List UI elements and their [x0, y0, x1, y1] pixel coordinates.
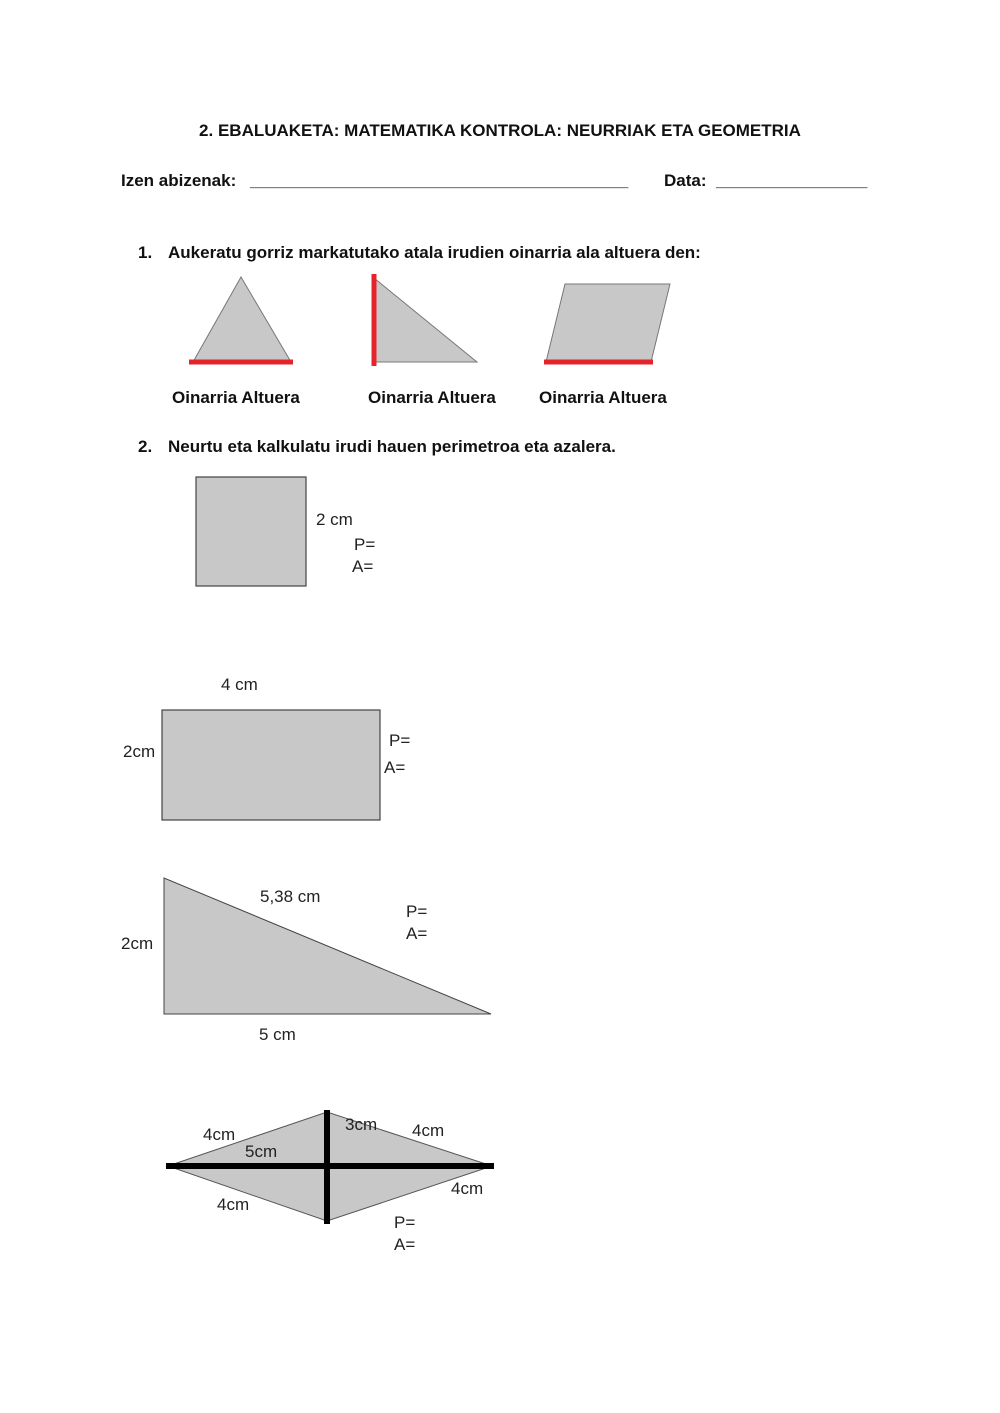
square-area-label: A= [352, 557, 374, 576]
triangle-bottom-label: 5 cm [259, 1025, 296, 1044]
rectangle-top-label: 4 cm [221, 675, 258, 694]
q1-option-3[interactable]: Oinarria Altuera [539, 388, 667, 407]
question-2-text: Neurtu eta kalkulatu irudi hauen perimetroa eta azalera. [168, 437, 616, 456]
rhombus-side-bottom-right-label: 4cm [451, 1179, 484, 1198]
rhombus-side-top-left-label: 4cm [203, 1125, 236, 1144]
rhombus-side-top-right-label: 4cm [412, 1121, 445, 1140]
q1-triangle-shape [193, 277, 291, 362]
question-1-text: Aukeratu gorriz markatutako atala irudien oinarria ala altuera den: [168, 243, 701, 262]
q1-right-triangle-shape [374, 278, 477, 362]
q2-triangle-shape [164, 878, 491, 1014]
rhombus-perimeter-label: P= [394, 1213, 416, 1232]
name-field[interactable]: ________________________________________ [250, 171, 629, 190]
rectangle-area-label: A= [384, 758, 406, 777]
rhombus-area-label: A= [394, 1235, 416, 1254]
triangle-perimeter-label: P= [406, 902, 428, 921]
square-side-label: 2 cm [316, 510, 353, 529]
name-label: Izen abizenak: [121, 171, 237, 190]
date-field[interactable]: ________________ [716, 171, 868, 190]
question-2-number: 2. [138, 437, 153, 456]
triangle-hypotenuse-label: 5,38 cm [260, 887, 321, 906]
q2-square-shape [196, 477, 306, 586]
square-perimeter-label: P= [354, 535, 376, 554]
question-1-number: 1. [138, 243, 153, 262]
q1-option-1[interactable]: Oinarria Altuera [172, 388, 300, 407]
q1-parallelogram-shape [546, 284, 670, 362]
triangle-left-label: 2cm [121, 934, 154, 953]
q1-option-2[interactable]: Oinarria Altuera [368, 388, 496, 407]
page-title: 2. EBALUAKETA: MATEMATIKA KONTROLA: NEURRIAK ETA GEOMETRIA [199, 121, 801, 140]
rectangle-left-label: 2cm [123, 742, 156, 761]
rhombus-side-bottom-left-label: 4cm [217, 1195, 250, 1214]
date-label: Data: [664, 171, 707, 190]
rectangle-perimeter-label: P= [389, 731, 411, 750]
triangle-area-label: A= [406, 924, 428, 943]
rhombus-long-diagonal-label: 5cm [245, 1142, 278, 1161]
q2-rectangle-shape [162, 710, 380, 820]
rhombus-short-diagonal-label: 3cm [345, 1115, 378, 1134]
